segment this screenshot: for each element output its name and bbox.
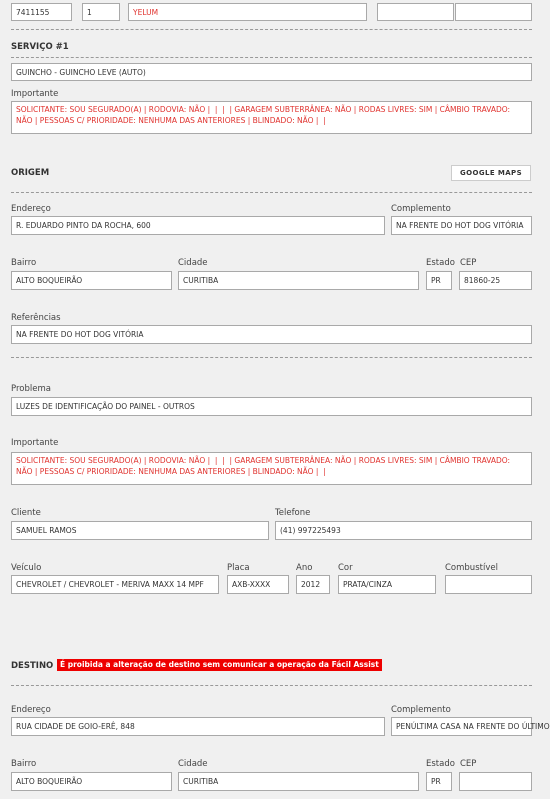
destination-cep-field[interactable]	[459, 772, 532, 791]
destination-complement-label: Complemento	[391, 705, 451, 715]
destination-address-field[interactable]: RUA CIDADE DE GOIO-ERÊ, 848	[11, 717, 385, 736]
protocol-field[interactable]: 7411155	[11, 3, 72, 21]
color-field[interactable]: PRATA/CINZA	[338, 575, 436, 594]
divider	[11, 29, 532, 30]
destination-state-field[interactable]: PR	[426, 772, 452, 791]
destination-neighborhood-label: Bairro	[11, 759, 37, 769]
phone-label: Telefone	[275, 508, 311, 518]
origin-address-field[interactable]: R. EDUARDO PINTO DA ROCHA, 600	[11, 216, 385, 235]
destination-city-label: Cidade	[178, 759, 208, 769]
plate-field[interactable]: AXB-XXXX	[227, 575, 289, 594]
plate-label: Placa	[227, 563, 250, 573]
year-label: Ano	[296, 563, 313, 573]
top-field-5[interactable]	[455, 3, 532, 21]
service-title: SERVIÇO #1	[11, 42, 69, 52]
divider	[11, 192, 532, 193]
google-maps-button[interactable]: GOOGLE MAPS	[451, 165, 531, 181]
vehicle-label: Veículo	[11, 563, 42, 573]
destination-cep-label: CEP	[460, 759, 477, 769]
destination-address-label: Endereço	[11, 705, 51, 715]
origin-complement-label: Complemento	[391, 204, 451, 214]
origin-city-label: Cidade	[178, 258, 208, 268]
insurer-field[interactable]: YELUM	[128, 3, 367, 21]
vehicle-field[interactable]: CHEVROLET / CHEVROLET - MERIVA MAXX 14 MPF	[11, 575, 219, 594]
destination-state-label: Estado	[426, 759, 455, 769]
origin-state-field[interactable]: PR	[426, 271, 452, 290]
divider	[11, 57, 532, 58]
destination-city-field[interactable]: CURITIBA	[178, 772, 419, 791]
destination-warning-badge: É proibida a alteração de destino sem comunicar a operação da Fácil Assist	[57, 659, 382, 671]
quantity-field[interactable]: 1	[82, 3, 120, 21]
service-importante-label: Importante	[11, 89, 59, 99]
problem-importante-label: Importante	[11, 438, 59, 448]
service-importante-textarea[interactable]	[11, 101, 532, 134]
fuel-label: Combustível	[445, 563, 498, 573]
problem-label: Problema	[11, 384, 51, 394]
destination-title: DESTINO	[11, 661, 54, 671]
top-field-4[interactable]	[377, 3, 454, 21]
origin-references-field[interactable]: NA FRENTE DO HOT DOG VITÓRIA	[11, 325, 532, 344]
origin-cep-label: CEP	[460, 258, 477, 268]
divider	[11, 685, 532, 686]
origin-cep-field[interactable]: 81860-25	[459, 271, 532, 290]
year-field[interactable]: 2012	[296, 575, 330, 594]
destination-complement-field[interactable]: PENÚLTIMA CASA NA FRENTE DO ÚLTIMO	[391, 717, 532, 736]
color-label: Cor	[338, 563, 353, 573]
client-label: Cliente	[11, 508, 41, 518]
fuel-field[interactable]	[445, 575, 532, 594]
problem-importante-textarea[interactable]	[11, 452, 532, 485]
origin-references-label: Referências	[11, 313, 61, 323]
origin-state-label: Estado	[426, 258, 455, 268]
origin-neighborhood-field[interactable]: ALTO BOQUEIRÃO	[11, 271, 172, 290]
origin-neighborhood-label: Bairro	[11, 258, 37, 268]
client-field[interactable]: SAMUEL RAMOS	[11, 521, 269, 540]
problem-field[interactable]: LUZES DE IDENTIFICAÇÃO DO PAINEL - OUTROS	[11, 397, 532, 416]
divider	[11, 357, 532, 358]
origin-title: ORIGEM	[11, 168, 50, 178]
origin-city-field[interactable]: CURITIBA	[178, 271, 419, 290]
origin-complement-field[interactable]: NA FRENTE DO HOT DOG VITÓRIA	[391, 216, 532, 235]
service-type-field[interactable]: GUINCHO - GUINCHO LEVE (AUTO)	[11, 63, 532, 81]
origin-address-label: Endereço	[11, 204, 51, 214]
phone-field[interactable]: (41) 997225493	[275, 521, 532, 540]
destination-neighborhood-field[interactable]: ALTO BOQUEIRÃO	[11, 772, 172, 791]
